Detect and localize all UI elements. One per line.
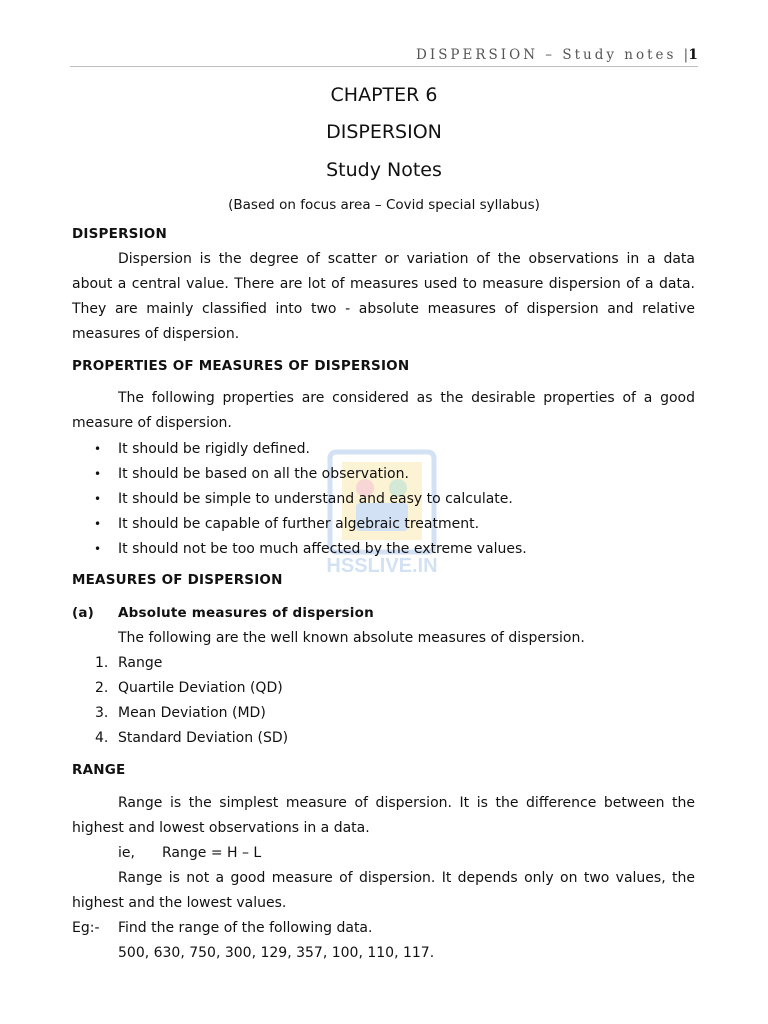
example-question: Find the range of the following data.	[118, 920, 373, 936]
measure-number: 3.	[95, 705, 109, 721]
measure-number: 2.	[95, 680, 109, 696]
bullet-dot: •	[94, 517, 102, 531]
property-item: It should be capable of further algebraic treatment.	[118, 516, 480, 532]
syllabus-subtitle: (Based on focus area – Covid special syllabus)	[228, 197, 540, 213]
example-data: 500, 630, 750, 300, 129, 357, 100, 110, 117.	[118, 945, 435, 961]
properties-intro: The following properties are considered as the desirable properties of a good measure of dispersion.	[72, 390, 695, 431]
measure-item: Standard Deviation (SD)	[118, 730, 289, 746]
page-header	[70, 44, 698, 67]
bullet-dot: •	[94, 467, 102, 481]
bullet-dot: •	[94, 492, 102, 506]
range-note: Range is not a good measure of dispersion. It depends only on two values, the highest and the lowest values.	[72, 870, 695, 911]
range-heading: RANGE	[72, 762, 126, 778]
subsection-label: (a)	[72, 605, 95, 621]
range-definition: Range is the simplest measure of dispersion. It is the difference between the highest and lowest observations in a data.	[72, 795, 695, 836]
measures-heading: MEASURES OF DISPERSION	[72, 572, 283, 588]
properties-heading: PROPERTIES OF MEASURES OF DISPERSION	[72, 358, 410, 374]
property-item: It should be based on all the observation.	[118, 466, 409, 482]
measure-number: 1.	[95, 655, 109, 671]
page-number: 1	[688, 47, 698, 63]
ie-label: ie,	[118, 845, 135, 861]
property-item: It should not be too much affected by the extreme values.	[118, 541, 527, 557]
property-item: It should be simple to understand and easy to calculate.	[118, 491, 513, 507]
header-separator: |	[683, 47, 689, 63]
bullet-dot: •	[94, 542, 102, 556]
measure-item: Range	[118, 655, 163, 671]
range-formula: Range = H – L	[162, 845, 262, 861]
example-label: Eg:-	[72, 920, 100, 936]
header-title: DISPERSION – Study notes	[416, 47, 677, 63]
chapter-title: CHAPTER 6	[330, 84, 438, 106]
measure-item: Quartile Deviation (QD)	[118, 680, 283, 696]
measure-number: 4.	[95, 730, 109, 746]
dispersion-heading: DISPERSION	[72, 226, 167, 242]
absolute-measures-heading: Absolute measures of dispersion	[118, 605, 374, 621]
notes-title: Study Notes	[326, 159, 442, 181]
absolute-measures-intro: The following are the well known absolute measures of dispersion.	[118, 630, 585, 646]
topic-title: DISPERSION	[326, 121, 442, 143]
property-item: It should be rigidly defined.	[118, 441, 310, 457]
bullet-dot: •	[94, 442, 102, 456]
dispersion-definition: Dispersion is the degree of scatter or variation of the observations in a data about a central value. There are lot of measures used to measure dispersion of a data. They are mainly classified into two - absolute measures of dispersion and relative measures of dispersion.	[72, 251, 695, 342]
measure-item: Mean Deviation (MD)	[118, 705, 266, 721]
watermark-brand: HSSLIVE.IN	[326, 555, 438, 577]
